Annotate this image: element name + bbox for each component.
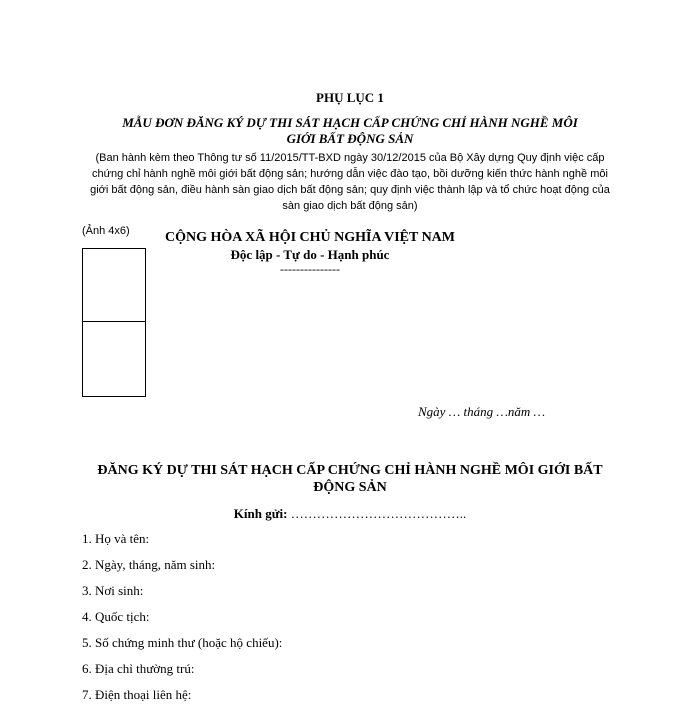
header-divider: --------------- <box>280 262 340 276</box>
field-date-of-birth: 2. Ngày, tháng, năm sinh: <box>82 557 216 572</box>
recipient-label: Kính gửi: <box>233 506 288 521</box>
field-nationality: 4. Quốc tịch: <box>82 609 150 624</box>
field-full-name: 1. Họ và tên: <box>82 531 150 546</box>
photo-placeholder-box <box>82 248 146 397</box>
national-title: CỘNG HÒA XÃ HỘI CHỦ NGHĨA VIỆT NAM <box>164 230 455 245</box>
photo-label: (Ảnh 4x6) <box>82 225 130 237</box>
registration-title: ĐĂNG KÝ DỰ THI SÁT HẠCH CẤP CHỨNG CHỈ HÀNH NGHỀ MÔI GIỚI BẤT ĐỘNG SẢN <box>97 463 603 495</box>
field-phone: 7. Điện thoại liên hệ: <box>82 687 192 702</box>
field-permanent-address: 6. Địa chỉ thường trú: <box>82 661 195 676</box>
form-title: MẪU ĐƠN ĐĂNG KÝ DỰ THI SÁT HẠCH CẤP CHỨNG CHỈ HÀNH NGHỀ MÔI GIỚI BẤT ĐỘNG SẢN <box>122 115 578 146</box>
recipient-blank: ………………………………….. <box>287 506 467 521</box>
field-place-of-birth: 3. Nơi sinh: <box>82 583 144 598</box>
appendix-title: PHỤ LỤC 1 <box>316 90 384 105</box>
issued-note: (Ban hành kèm theo Thông tư số 11/2015/TT-BXD ngày 30/12/2015 của Bộ Xây dựng Quy định việc cấp chứng chỉ hành nghề môi giới bất động sản; hướng dẫn việc đào tạo, bồi dưỡng kiến thức hành nghề môi giới bất động sản, điều hành sàn giao dịch bất động sản; quy định việc thành lập và tổ chức hoạt động của sàn giao dịch bất động sản) <box>90 152 610 212</box>
recipient-line <box>0 506 700 522</box>
form-fields <box>82 530 282 712</box>
field-id-number: 5. Số chứng minh thư (hoặc hộ chiếu): <box>82 635 283 650</box>
date-line: Ngày … tháng …năm … <box>418 404 546 419</box>
national-motto: Độc lập - Tự do - Hạnh phúc <box>230 247 390 262</box>
photo-box-divider <box>82 321 146 322</box>
